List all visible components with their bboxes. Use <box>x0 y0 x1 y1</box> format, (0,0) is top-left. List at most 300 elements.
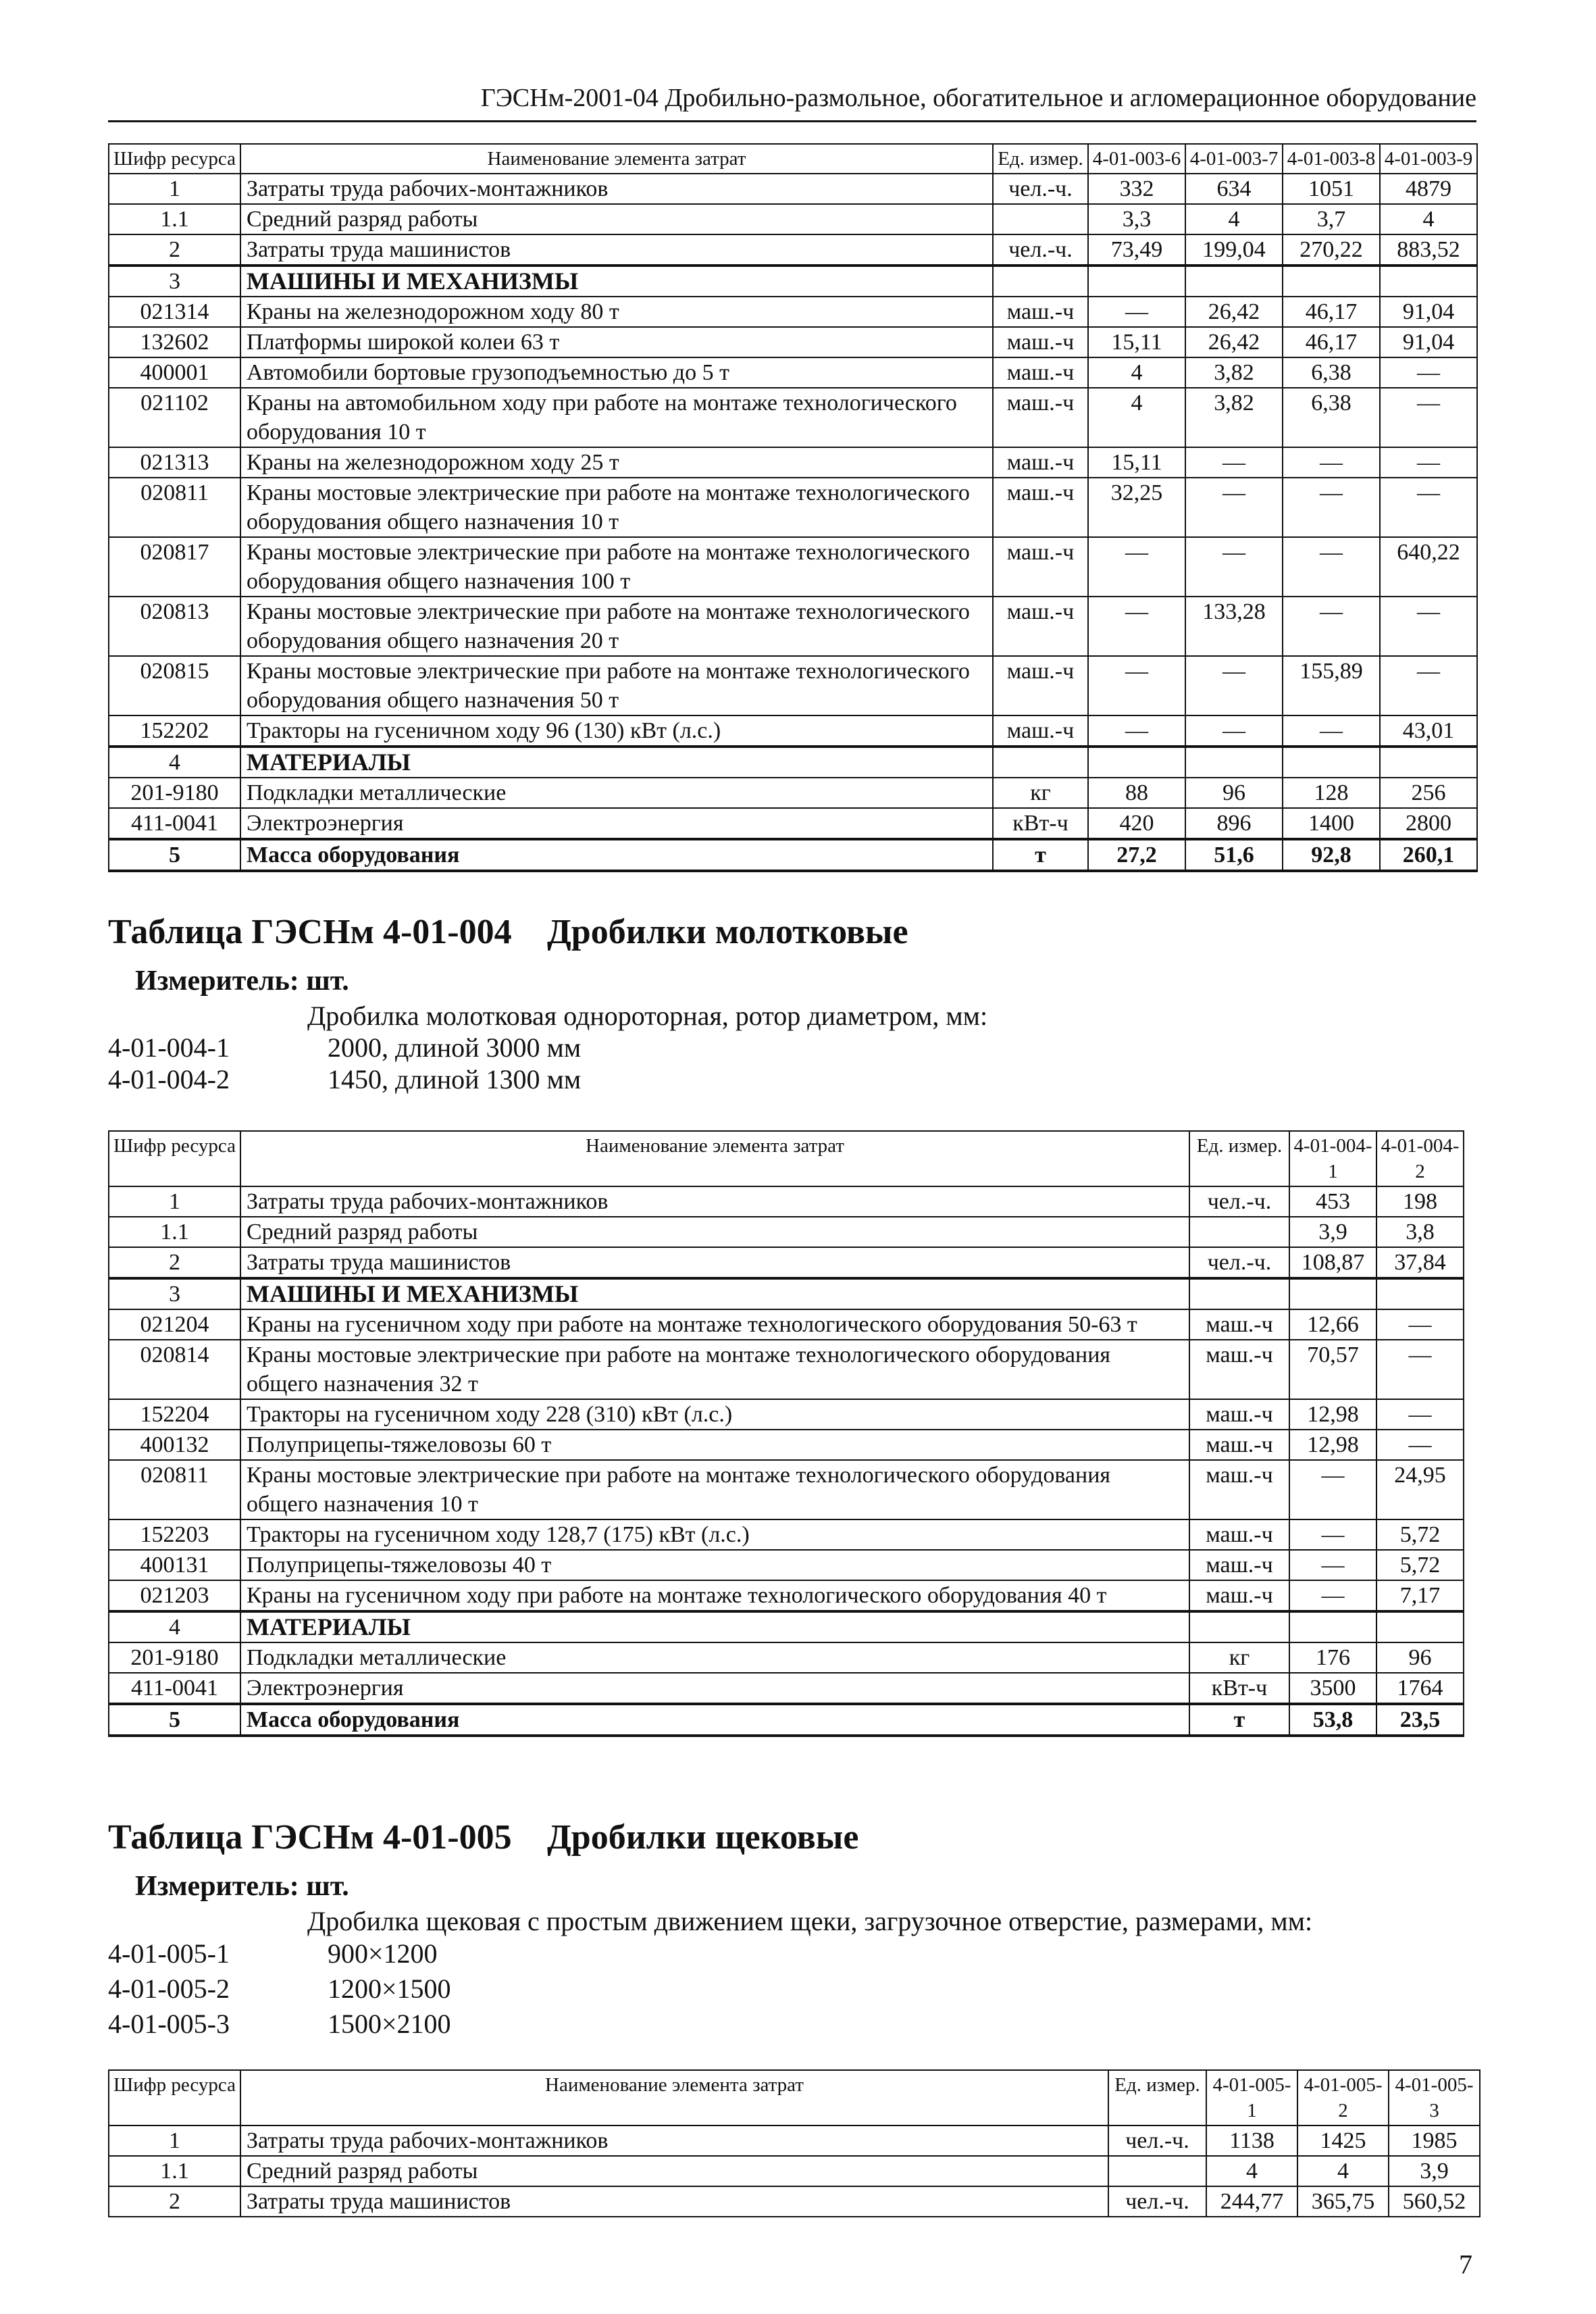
resource-code: 1 <box>109 174 240 204</box>
table-row <box>109 656 1477 715</box>
value-cell: 3,7 <box>1283 204 1380 234</box>
value-cell: 12,98 <box>1289 1399 1376 1430</box>
cost-item-name: Средний разряд работы <box>240 204 993 234</box>
cost-item-name: Затраты труда машинистов <box>240 1247 1189 1278</box>
value-cell: — <box>1289 1580 1376 1611</box>
value-cell: — <box>1380 597 1477 656</box>
cost-item-name: Краны на гусеничном ходу при работе на монтаже технологического оборудования 50-63 т <box>240 1309 1189 1340</box>
resource-code: 020813 <box>109 597 240 656</box>
unit-cell: чел.-ч. <box>993 174 1088 204</box>
table-row <box>109 537 1477 597</box>
table-row <box>109 388 1477 447</box>
value-cell: 96 <box>1185 778 1283 808</box>
value-cell: — <box>1283 447 1380 478</box>
unit-cell: маш.-ч <box>993 357 1088 388</box>
resource-code: 400132 <box>109 1430 240 1460</box>
value-cell: — <box>1283 597 1380 656</box>
column-header-name: Наименование элемента затрат <box>240 144 993 174</box>
resource-code: 400131 <box>109 1550 240 1580</box>
unit-cell: чел.-ч. <box>1189 1247 1289 1278</box>
variant-description: Дробилка щековая с простым движением щеки, загрузочное отверстие, размерами, мм: <box>307 1906 1313 1936</box>
value-cell: 15,11 <box>1088 447 1185 478</box>
value-cell: 199,04 <box>1185 234 1283 266</box>
resource-code: 1 <box>109 1186 240 1217</box>
table-row <box>109 2186 1480 2217</box>
value-cell: 4879 <box>1380 174 1477 204</box>
column-header-unit: Ед. измер. <box>1108 2070 1206 2126</box>
cost-item-name: Масса оборудования <box>240 1704 1189 1736</box>
cost-item-name: МАШИНЫ И МЕХАНИЗМЫ <box>240 1278 1189 1309</box>
value-cell: 332 <box>1088 174 1185 204</box>
column-header-code: Шифр ресурса <box>109 144 240 174</box>
cost-item-name: Полуприцепы-тяжеловозы 40 т <box>240 1550 1189 1580</box>
resource-code: 201-9180 <box>109 778 240 808</box>
resource-code: 3 <box>109 266 240 297</box>
resource-table-4-01-003 <box>108 143 1478 872</box>
resource-code: 020811 <box>109 1460 240 1519</box>
unit-cell <box>1189 1611 1289 1642</box>
unit-cell: маш.-ч <box>1189 1430 1289 1460</box>
value-cell: 32,25 <box>1088 478 1185 537</box>
value-cell: 1985 <box>1389 2126 1480 2156</box>
variant-description: Дробилка молотковая однороторная, ротор диаметром, мм: <box>307 1001 988 1031</box>
value-cell: 37,84 <box>1376 1247 1464 1278</box>
column-header-variant: 4-01-003-8 <box>1283 144 1380 174</box>
value-cell: 1051 <box>1283 174 1380 204</box>
cost-item-name: Краны мостовые электрические при работе на монтаже технологического оборудования общего назначения 32 т <box>240 1340 1189 1399</box>
table-name: Дробилки молотковые <box>547 913 908 951</box>
unit-cell: маш.-ч <box>1189 1580 1289 1611</box>
value-cell <box>1289 1611 1376 1642</box>
unit-cell: маш.-ч <box>993 537 1088 597</box>
value-cell: 270,22 <box>1283 234 1380 266</box>
unit-cell <box>993 266 1088 297</box>
variant-line <box>108 1032 581 1063</box>
resource-code: 021204 <box>109 1309 240 1340</box>
unit-cell: кг <box>1189 1642 1289 1673</box>
value-cell: 640,22 <box>1380 537 1477 597</box>
value-cell <box>1283 747 1380 778</box>
resource-code: 5 <box>109 1704 240 1736</box>
value-cell <box>1380 266 1477 297</box>
cost-item-name: Средний разряд работы <box>240 1217 1189 1247</box>
value-cell: 133,28 <box>1185 597 1283 656</box>
value-cell: 256 <box>1380 778 1477 808</box>
variant-line <box>108 2008 451 2040</box>
value-cell: — <box>1283 537 1380 597</box>
column-header-variant: 4-01-003-7 <box>1185 144 1283 174</box>
value-cell: 883,52 <box>1380 234 1477 266</box>
value-cell: — <box>1185 656 1283 715</box>
table-row <box>109 1430 1464 1460</box>
table-title-4-01-004 <box>108 912 908 952</box>
column-header-variant: 4-01-004-2 <box>1376 1131 1464 1186</box>
value-cell: 73,49 <box>1088 234 1185 266</box>
table-row <box>109 204 1477 234</box>
value-cell <box>1376 1611 1464 1642</box>
value-cell: 26,42 <box>1185 327 1283 357</box>
section-row <box>109 1611 1464 1642</box>
value-cell: — <box>1380 388 1477 447</box>
unit-cell: маш.-ч <box>993 478 1088 537</box>
unit-cell: маш.-ч <box>1189 1309 1289 1340</box>
table-row <box>109 357 1477 388</box>
resource-code: 201-9180 <box>109 1642 240 1673</box>
value-cell: 3,9 <box>1289 1217 1376 1247</box>
value-cell: 43,01 <box>1380 715 1477 747</box>
unit-cell: маш.-ч <box>993 656 1088 715</box>
cost-item-name: Краны мостовые электрические при работе на монтаже технологического оборудования общего назначения 10 т <box>240 1460 1189 1519</box>
variant-code: 4-01-005-1 <box>108 1938 230 1969</box>
variant-line <box>108 1973 451 2005</box>
table-header-row <box>109 2070 1480 2126</box>
measure-unit: Измеритель: шт. <box>135 1871 349 1902</box>
value-cell <box>1283 266 1380 297</box>
table-row <box>109 1642 1464 1673</box>
column-header-name: Наименование элемента затрат <box>240 2070 1108 2126</box>
resource-code: 152202 <box>109 715 240 747</box>
value-cell: 46,17 <box>1283 297 1380 327</box>
variant-code: 4-01-005-2 <box>108 1973 230 2004</box>
column-header-variant: 4-01-003-6 <box>1088 144 1185 174</box>
cost-item-name: Масса оборудования <box>240 839 993 871</box>
resource-code: 2 <box>109 234 240 266</box>
variant-code: 4-01-004-1 <box>108 1032 230 1063</box>
resource-code: 4 <box>109 1611 240 1642</box>
unit-cell <box>1189 1217 1289 1247</box>
value-cell: — <box>1088 537 1185 597</box>
value-cell <box>1376 1278 1464 1309</box>
value-cell: 23,5 <box>1376 1704 1464 1736</box>
unit-cell <box>993 204 1088 234</box>
table-row <box>109 778 1477 808</box>
unit-cell: маш.-ч <box>1189 1519 1289 1550</box>
cost-item-name: Краны на железнодорожном ходу 80 т <box>240 297 993 327</box>
value-cell: 4 <box>1206 2156 1297 2186</box>
value-cell: — <box>1380 656 1477 715</box>
table-name: Дробилки щековые <box>547 1818 859 1857</box>
cost-item-name: Затраты труда машинистов <box>240 234 993 266</box>
value-cell: 108,87 <box>1289 1247 1376 1278</box>
table-row <box>109 715 1477 747</box>
value-cell: 91,04 <box>1380 327 1477 357</box>
value-cell: 24,95 <box>1376 1460 1464 1519</box>
value-cell: 1764 <box>1376 1673 1464 1704</box>
value-cell <box>1289 1278 1376 1309</box>
cost-item-name: МАШИНЫ И МЕХАНИЗМЫ <box>240 266 993 297</box>
value-cell: 26,42 <box>1185 297 1283 327</box>
value-cell: 4 <box>1297 2156 1389 2186</box>
value-cell: 176 <box>1289 1642 1376 1673</box>
table-row <box>109 808 1477 839</box>
value-cell: 12,66 <box>1289 1309 1376 1340</box>
value-cell: 27,2 <box>1088 839 1185 871</box>
value-cell: 365,75 <box>1297 2186 1389 2217</box>
cost-item-name: Затраты труда рабочих-монтажников <box>240 1186 1189 1217</box>
unit-cell: маш.-ч <box>1189 1460 1289 1519</box>
value-cell: — <box>1283 478 1380 537</box>
value-cell: 896 <box>1185 808 1283 839</box>
value-cell: 4 <box>1185 204 1283 234</box>
resource-code: 1.1 <box>109 1217 240 1247</box>
table-row <box>109 478 1477 537</box>
value-cell: — <box>1376 1430 1464 1460</box>
unit-cell <box>993 747 1088 778</box>
value-cell: 70,57 <box>1289 1340 1376 1399</box>
unit-cell: маш.-ч <box>1189 1340 1289 1399</box>
measure-unit: Измеритель: шт. <box>135 965 349 997</box>
value-cell: 2800 <box>1380 808 1477 839</box>
cost-item-name: Краны на автомобильном ходу при работе на монтаже технологического оборудования 10 т <box>240 388 993 447</box>
resource-code: 2 <box>109 2186 240 2217</box>
value-cell: 244,77 <box>1206 2186 1297 2217</box>
resource-code: 020815 <box>109 656 240 715</box>
unit-cell: маш.-ч <box>1189 1399 1289 1430</box>
unit-cell: кВт-ч <box>993 808 1088 839</box>
cost-item-name: Средний разряд работы <box>240 2156 1108 2186</box>
value-cell: 88 <box>1088 778 1185 808</box>
cost-item-name: Краны мостовые электрические при работе на монтаже технологического оборудования общего назначения 10 т <box>240 478 993 537</box>
unit-cell: маш.-ч <box>993 327 1088 357</box>
value-cell: — <box>1289 1550 1376 1580</box>
cost-item-name: Полуприцепы-тяжеловозы 60 т <box>240 1430 1189 1460</box>
variant-text: 1450, длиной 1300 мм <box>328 1064 582 1095</box>
table-row <box>109 327 1477 357</box>
unit-cell: кг <box>993 778 1088 808</box>
value-cell: — <box>1088 656 1185 715</box>
page-number: 7 <box>1459 2249 1472 2280</box>
column-header-unit: Ед. измер. <box>1189 1131 1289 1186</box>
table-row <box>109 297 1477 327</box>
column-header-unit: Ед. измер. <box>993 144 1088 174</box>
table-row <box>109 1519 1464 1550</box>
column-header-variant: 4-01-004-1 <box>1289 1131 1376 1186</box>
value-cell <box>1088 266 1185 297</box>
resource-code: 021102 <box>109 388 240 447</box>
value-cell: 453 <box>1289 1186 1376 1217</box>
table-row <box>109 2156 1480 2186</box>
resource-code: 020811 <box>109 478 240 537</box>
column-header-variant: 4-01-005-3 <box>1389 2070 1480 2126</box>
value-cell: 12,98 <box>1289 1430 1376 1460</box>
value-cell: 1138 <box>1206 2126 1297 2156</box>
total-row <box>109 1704 1464 1736</box>
value-cell: — <box>1380 357 1477 388</box>
unit-cell: маш.-ч <box>993 597 1088 656</box>
cost-item-name: МАТЕРИАЛЫ <box>240 1611 1189 1642</box>
table-label: Таблица ГЭСНм 4-01-005 <box>108 1818 512 1857</box>
resource-table-4-01-004 <box>108 1130 1464 1737</box>
resource-code: 1 <box>109 2126 240 2156</box>
resource-code: 021313 <box>109 447 240 478</box>
value-cell: 3,8 <box>1376 1217 1464 1247</box>
value-cell: 1425 <box>1297 2126 1389 2156</box>
section-row <box>109 266 1477 297</box>
unit-cell: т <box>993 839 1088 871</box>
column-header-variant: 4-01-005-1 <box>1206 2070 1297 2126</box>
value-cell: 128 <box>1283 778 1380 808</box>
variant-text: 1200×1500 <box>328 1973 451 2004</box>
value-cell: 5,72 <box>1376 1519 1464 1550</box>
cost-item-name: Подкладки металлические <box>240 778 993 808</box>
value-cell: — <box>1376 1399 1464 1430</box>
cost-item-name: Электроэнергия <box>240 808 993 839</box>
table-row <box>109 1186 1464 1217</box>
resource-code: 4 <box>109 747 240 778</box>
table-title-4-01-005 <box>108 1817 858 1857</box>
resource-code: 152203 <box>109 1519 240 1550</box>
table-row <box>109 234 1477 266</box>
unit-cell <box>1189 1278 1289 1309</box>
cost-item-name: Электроэнергия <box>240 1673 1189 1704</box>
table-row <box>109 1399 1464 1430</box>
cost-item-name: Тракторы на гусеничном ходу 96 (130) кВт (л.с.) <box>240 715 993 747</box>
value-cell: 91,04 <box>1380 297 1477 327</box>
table-row <box>109 1309 1464 1340</box>
variant-line <box>108 1063 581 1095</box>
column-header-code: Шифр ресурса <box>109 2070 240 2126</box>
value-cell: 3,82 <box>1185 388 1283 447</box>
table-row <box>109 1550 1464 1580</box>
value-cell: 7,17 <box>1376 1580 1464 1611</box>
unit-cell: маш.-ч <box>1189 1550 1289 1580</box>
column-header-code: Шифр ресурса <box>109 1131 240 1186</box>
value-cell: — <box>1380 447 1477 478</box>
value-cell <box>1088 747 1185 778</box>
table-row <box>109 1580 1464 1611</box>
value-cell: 420 <box>1088 808 1185 839</box>
value-cell: 4 <box>1380 204 1477 234</box>
resource-code: 152204 <box>109 1399 240 1430</box>
table-label: Таблица ГЭСНм 4-01-004 <box>108 913 512 951</box>
resource-code: 400001 <box>109 357 240 388</box>
value-cell <box>1185 747 1283 778</box>
value-cell: 198 <box>1376 1186 1464 1217</box>
unit-cell: чел.-ч. <box>1108 2126 1206 2156</box>
cost-item-name: Платформы широкой колеи 63 т <box>240 327 993 357</box>
variant-text: 2000, длиной 3000 мм <box>328 1032 582 1063</box>
value-cell: 15,11 <box>1088 327 1185 357</box>
resource-code: 2 <box>109 1247 240 1278</box>
column-header-variant: 4-01-005-2 <box>1297 2070 1389 2126</box>
value-cell: 3,3 <box>1088 204 1185 234</box>
value-cell: 4 <box>1088 357 1185 388</box>
column-header-variant: 4-01-003-9 <box>1380 144 1477 174</box>
value-cell: 6,38 <box>1283 388 1380 447</box>
value-cell: — <box>1289 1460 1376 1519</box>
table-row <box>109 1217 1464 1247</box>
value-cell: — <box>1088 597 1185 656</box>
value-cell: 4 <box>1088 388 1185 447</box>
table-header-row <box>109 1131 1464 1186</box>
variant-line <box>108 1938 438 1969</box>
value-cell: 53,8 <box>1289 1704 1376 1736</box>
value-cell <box>1185 266 1283 297</box>
variant-text: 900×1200 <box>328 1938 438 1969</box>
unit-cell: маш.-ч <box>993 447 1088 478</box>
unit-cell <box>1108 2156 1206 2186</box>
variant-code: 4-01-004-2 <box>108 1064 230 1095</box>
value-cell: 3,82 <box>1185 357 1283 388</box>
unit-cell: маш.-ч <box>993 297 1088 327</box>
cost-item-name: Краны мостовые электрические при работе на монтаже технологического оборудования общего назначения 100 т <box>240 537 993 597</box>
table-row <box>109 1460 1464 1519</box>
table-row <box>109 1673 1464 1704</box>
variant-code: 4-01-005-3 <box>108 2009 230 2039</box>
value-cell: — <box>1289 1519 1376 1550</box>
resource-table-4-01-005 <box>108 2069 1481 2217</box>
value-cell: — <box>1283 715 1380 747</box>
resource-code: 021203 <box>109 1580 240 1611</box>
value-cell: 3500 <box>1289 1673 1376 1704</box>
resource-code: 132602 <box>109 327 240 357</box>
header-rule <box>108 120 1476 122</box>
cost-item-name: Подкладки металлические <box>240 1642 1189 1673</box>
resource-code: 5 <box>109 839 240 871</box>
cost-item-name: Затраты труда машинистов <box>240 2186 1108 2217</box>
unit-cell: чел.-ч. <box>1189 1186 1289 1217</box>
value-cell: 5,72 <box>1376 1550 1464 1580</box>
section-row <box>109 1278 1464 1309</box>
table-row <box>109 1247 1464 1278</box>
value-cell: 46,17 <box>1283 327 1380 357</box>
value-cell: — <box>1185 715 1283 747</box>
table-row <box>109 447 1477 478</box>
value-cell: 1400 <box>1283 808 1380 839</box>
value-cell: — <box>1088 715 1185 747</box>
unit-cell: чел.-ч. <box>1108 2186 1206 2217</box>
resource-code: 3 <box>109 1278 240 1309</box>
value-cell: 51,6 <box>1185 839 1283 871</box>
table-row <box>109 2126 1480 2156</box>
cost-item-name: Краны мостовые электрические при работе на монтаже технологического оборудования общего назначения 50 т <box>240 656 993 715</box>
unit-cell: маш.-ч <box>993 388 1088 447</box>
resource-code: 1.1 <box>109 204 240 234</box>
unit-cell: кВт-ч <box>1189 1673 1289 1704</box>
value-cell: 3,9 <box>1389 2156 1480 2186</box>
table-header-row <box>109 144 1477 174</box>
value-cell: 155,89 <box>1283 656 1380 715</box>
cost-item-name: Тракторы на гусеничном ходу 228 (310) кВт (л.с.) <box>240 1399 1189 1430</box>
value-cell: 96 <box>1376 1642 1464 1673</box>
variant-text: 1500×2100 <box>328 2009 451 2039</box>
cost-item-name: Затраты труда рабочих-монтажников <box>240 174 993 204</box>
value-cell: — <box>1376 1340 1464 1399</box>
resource-code: 411-0041 <box>109 808 240 839</box>
value-cell: 560,52 <box>1389 2186 1480 2217</box>
value-cell: 260,1 <box>1380 839 1477 871</box>
value-cell: — <box>1088 297 1185 327</box>
running-header: ГЭСНм-2001-04 Дробильно-размольное, обогатительное и агломерационное оборудование <box>480 84 1476 112</box>
resource-code: 020814 <box>109 1340 240 1399</box>
column-header-name: Наименование элемента затрат <box>240 1131 1189 1186</box>
value-cell: — <box>1380 478 1477 537</box>
value-cell: — <box>1185 478 1283 537</box>
resource-code: 1.1 <box>109 2156 240 2186</box>
cost-item-name: Краны на железнодорожном ходу 25 т <box>240 447 993 478</box>
cost-item-name: Тракторы на гусеничном ходу 128,7 (175) кВт (л.с.) <box>240 1519 1189 1550</box>
cost-item-name: МАТЕРИАЛЫ <box>240 747 993 778</box>
unit-cell: т <box>1189 1704 1289 1736</box>
table-row <box>109 1340 1464 1399</box>
value-cell: 634 <box>1185 174 1283 204</box>
cost-item-name: Затраты труда рабочих-монтажников <box>240 2126 1108 2156</box>
value-cell: — <box>1376 1309 1464 1340</box>
table-row <box>109 174 1477 204</box>
total-row <box>109 839 1477 871</box>
value-cell: 92,8 <box>1283 839 1380 871</box>
value-cell: — <box>1185 537 1283 597</box>
